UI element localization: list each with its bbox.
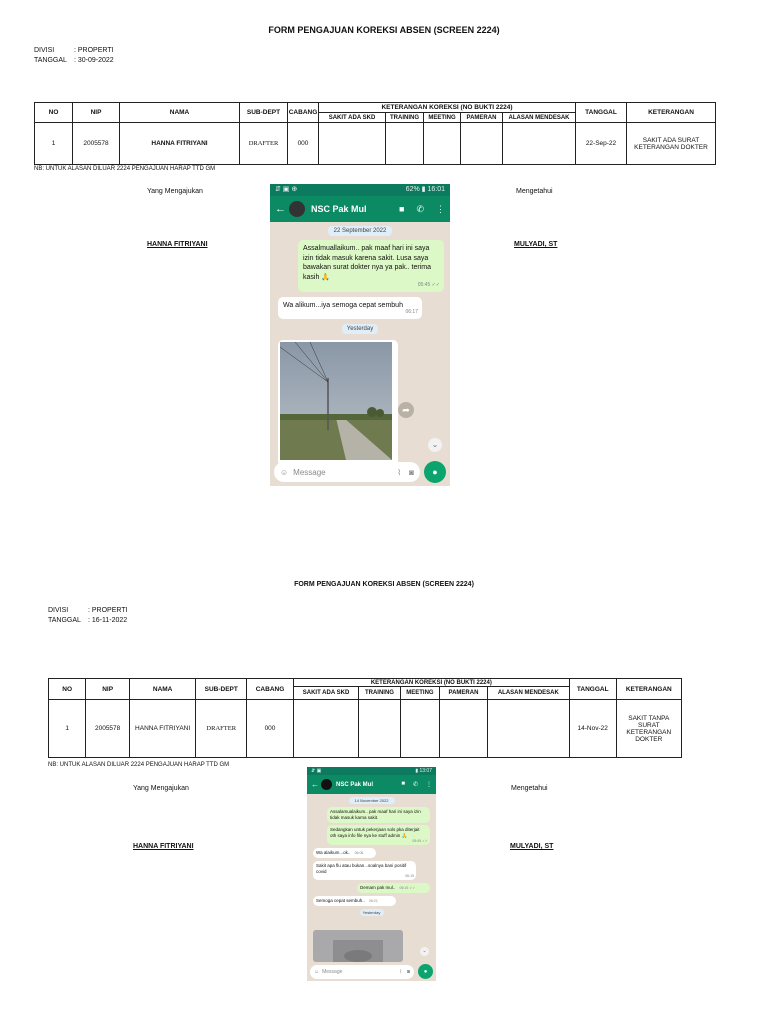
- message-time: 06:15: [405, 874, 414, 878]
- message-input[interactable]: [310, 965, 414, 979]
- date-separator-yesterday: Yesterday: [360, 909, 384, 916]
- header-nama: NAMA: [129, 679, 195, 700]
- back-arrow-icon[interactable]: ←: [275, 203, 286, 215]
- cell-tanggal: 14-Nov-22: [569, 700, 616, 758]
- header-no: NO: [49, 679, 86, 700]
- whatsapp-screenshot-1: [270, 184, 450, 486]
- form1-meta: [34, 46, 114, 66]
- chat-header: [307, 775, 436, 794]
- message-text: Assalamualaikum.. pak maaf hari ini saya izin tidak masuk karna sakit.: [330, 809, 421, 820]
- tanggal-label: TANGGAL: [48, 617, 81, 624]
- whatsapp-screenshot-2: [307, 767, 436, 981]
- message-text: Sedangkan untuk pekerjaan sols pka diterjait oth saya info file nya ke stuff admin 🙏: [330, 827, 420, 838]
- cell-meeting: [400, 700, 439, 758]
- message-time: 06:17: [405, 309, 418, 315]
- header-pameran: PAMERAN: [440, 687, 488, 700]
- cell-nip: 2005578: [86, 700, 130, 758]
- road-photo: [280, 342, 392, 460]
- message-incoming[interactable]: [313, 861, 416, 880]
- video-call-icon[interactable]: ■: [401, 781, 405, 787]
- message-text: Assalmuallaikum.. pak maaf hari ini saya izin tidak masuk karena sakit. Lusa saya bawakan surat dokter nya ya pak.. terima kasih 🙏: [303, 245, 432, 281]
- emoji-icon[interactable]: ☺: [280, 467, 289, 477]
- cell-subdept: DRAFTER: [240, 123, 288, 165]
- message-input-bar: [274, 461, 448, 483]
- status-left: ⇵ ▣ ⊕: [275, 186, 298, 193]
- chat-header: [270, 196, 450, 222]
- photo-message[interactable]: [278, 340, 398, 466]
- form2-mengetahui: Mengetahui: [511, 785, 548, 792]
- form1-pengaju-name: HANNA FITRIYANI: [147, 241, 208, 248]
- header-pameran: PAMERAN: [461, 113, 503, 123]
- cell-nama: HANNA FITRIYANI: [129, 700, 195, 758]
- header-keterangan-koreksi: KETERANGAN KOREKSI (NO BUKTI 2224): [319, 103, 576, 113]
- header-training: TRAINING: [386, 113, 424, 123]
- message-incoming[interactable]: [313, 896, 396, 906]
- message-text: Semoga cepat sembuh..: [316, 898, 365, 903]
- form2-yang-mengajukan: Yang Mengajukan: [133, 785, 189, 792]
- message-incoming[interactable]: [278, 297, 422, 319]
- message-time: 05:45 ✓✓: [412, 839, 428, 843]
- message-outgoing[interactable]: [357, 883, 430, 893]
- form2-title: FORM PENGAJUAN KOREKSI ABSEN (SCREEN 2224): [294, 581, 474, 588]
- header-meeting: MEETING: [400, 687, 439, 700]
- status-left: ⇵ ▣: [311, 768, 322, 774]
- header-alasan: ALASAN MENDESAK: [503, 113, 576, 123]
- cell-no: 1: [49, 700, 86, 758]
- header-sakit: SAKIT ADA SKD: [293, 687, 358, 700]
- message-input[interactable]: [274, 462, 420, 482]
- video-call-icon[interactable]: ■: [399, 203, 405, 214]
- cell-alasan: [503, 123, 576, 165]
- header-alasan: ALASAN MENDESAK: [487, 687, 569, 700]
- message-text: Wa alikum...iya semoga cepat sembuh: [283, 302, 403, 309]
- header-tanggal: TANGGAL: [576, 103, 627, 123]
- scroll-down-icon[interactable]: ⌄: [420, 947, 429, 956]
- cell-nip: 2005578: [73, 123, 120, 165]
- cell-no: 1: [35, 123, 73, 165]
- message-input-bar: [310, 964, 434, 979]
- tanggal-value: : 16-11-2022: [88, 617, 128, 624]
- form1-table: [34, 102, 716, 165]
- header-cabang: CABANG: [247, 679, 294, 700]
- form2-nb: NB: UNTUK ALASAN DILUAR 2224 PENGAJUAN HARAP TTD GM: [48, 762, 230, 768]
- phone-call-icon[interactable]: ✆: [416, 203, 424, 214]
- emoji-icon[interactable]: ☺: [314, 968, 320, 975]
- cell-cabang: 000: [247, 700, 294, 758]
- message-text: Wa alaikum...ok..: [316, 850, 351, 855]
- cell-subdept: DRAFTER: [196, 700, 247, 758]
- status-right: ▮ 13:07: [415, 768, 432, 774]
- cell-keterangan: SAKIT TANPA SURAT KETERANGAN DOKTER: [616, 700, 681, 758]
- message-placeholder: Message: [322, 968, 343, 975]
- divisi-value: : PROPERTI: [74, 47, 114, 54]
- mic-icon[interactable]: ●: [418, 964, 433, 979]
- header-subdept: SUB-DEPT: [240, 103, 288, 123]
- cell-nama: HANNA FITRIYANI: [120, 123, 240, 165]
- forward-icon[interactable]: ➦: [398, 402, 414, 418]
- contact-name[interactable]: NSC Pak Mul: [311, 204, 367, 214]
- cell-keterangan: SAKIT ADA SURAT KETERANGAN DOKTER: [627, 123, 716, 165]
- more-menu-icon[interactable]: ⋮: [426, 782, 432, 788]
- form1-atasan-name: MULYADI, ST: [514, 241, 558, 248]
- cell-pameran: [461, 123, 503, 165]
- cell-training: [386, 123, 424, 165]
- cell-cabang: 000: [288, 123, 319, 165]
- cell-alasan: [487, 700, 569, 758]
- cell-pameran: [440, 700, 488, 758]
- header-meeting: MEETING: [424, 113, 461, 123]
- message-time: 06:06: [354, 851, 364, 855]
- attach-icon[interactable]: ⌇: [397, 467, 402, 477]
- message-time: 05:45 ✓✓: [417, 281, 440, 288]
- form2-pengaju-name: HANNA FITRIYANI: [133, 843, 194, 850]
- message-time: 06:19 ✓✓: [399, 886, 416, 890]
- message-text: Sakit apa flu atau bukan...soalnya bani positif covid: [316, 863, 407, 874]
- blurred-photo: [313, 930, 403, 962]
- message-text: Demam pak mul..: [360, 885, 396, 890]
- header-subdept: SUB-DEPT: [196, 679, 247, 700]
- message-outgoing[interactable]: [298, 240, 444, 292]
- camera-icon[interactable]: ◙: [406, 968, 410, 975]
- tanggal-label: TANGGAL: [34, 57, 67, 64]
- cell-sakit: [293, 700, 358, 758]
- mic-icon[interactable]: ●: [424, 461, 446, 483]
- form1-nb: NB: UNTUK ALASAN DILUAR 2224 PENGAJUAN HARAP TTD GM: [34, 166, 216, 172]
- status-bar: [307, 767, 436, 775]
- status-bar: [270, 184, 450, 196]
- header-tanggal: TANGGAL: [569, 679, 616, 700]
- avatar[interactable]: [289, 201, 305, 217]
- form1-title: FORM PENGAJUAN KOREKSI ABSEN (SCREEN 2224): [268, 25, 500, 35]
- scroll-down-icon[interactable]: ⌄: [428, 438, 442, 452]
- header-keterangan-koreksi: KETERANGAN KOREKSI (NO BUKTI 2224): [293, 679, 569, 687]
- back-arrow-icon[interactable]: ←: [311, 780, 319, 789]
- message-outgoing[interactable]: [327, 825, 430, 845]
- header-keterangan: KETERANGAN: [616, 679, 681, 700]
- status-right: 62% ▮ 16:01: [405, 186, 445, 193]
- cell-tanggal: 22-Sep-22: [576, 123, 627, 165]
- cell-meeting: [424, 123, 461, 165]
- attach-icon[interactable]: ⌇: [399, 968, 402, 975]
- date-separator-yesterday: Yesterday: [342, 324, 378, 334]
- date-separator: 14 November 2022: [349, 797, 395, 804]
- cell-sakit: [319, 123, 386, 165]
- message-outgoing[interactable]: [327, 807, 430, 823]
- header-sakit: SAKIT ADA SKD: [319, 113, 386, 123]
- form2-meta: [48, 606, 128, 626]
- header-training: TRAINING: [359, 687, 401, 700]
- avatar[interactable]: [321, 779, 332, 790]
- phone-call-icon[interactable]: ✆: [412, 782, 418, 788]
- cell-training: [359, 700, 401, 758]
- form1-yang-mengajukan: Yang Mengajukan: [147, 188, 203, 195]
- camera-icon[interactable]: ◙: [409, 467, 414, 477]
- form2-atasan-name: MULYADI, ST: [510, 843, 554, 850]
- header-nip: NIP: [73, 103, 120, 123]
- header-keterangan: KETERANGAN: [627, 103, 716, 123]
- header-nama: NAMA: [120, 103, 240, 123]
- contact-name[interactable]: NSC Pak Mul: [336, 781, 374, 788]
- header-cabang: CABANG: [288, 103, 319, 123]
- header-nip: NIP: [86, 679, 130, 700]
- divisi-label: DIVISI: [34, 47, 55, 54]
- tanggal-value: : 30-09-2022: [74, 57, 114, 64]
- message-incoming[interactable]: [313, 848, 376, 858]
- photo-message[interactable]: [313, 930, 403, 962]
- header-no: NO: [35, 103, 73, 123]
- message-placeholder: Message: [293, 467, 326, 477]
- more-menu-icon[interactable]: ⋮: [436, 203, 445, 214]
- message-time: 06:21: [369, 899, 378, 903]
- divisi-value: : PROPERTI: [88, 607, 128, 614]
- date-separator: 22 September 2022: [328, 226, 392, 236]
- form1-mengetahui: Mengetahui: [516, 188, 553, 195]
- divisi-label: DIVISI: [48, 607, 69, 614]
- form2-table: [48, 678, 682, 758]
